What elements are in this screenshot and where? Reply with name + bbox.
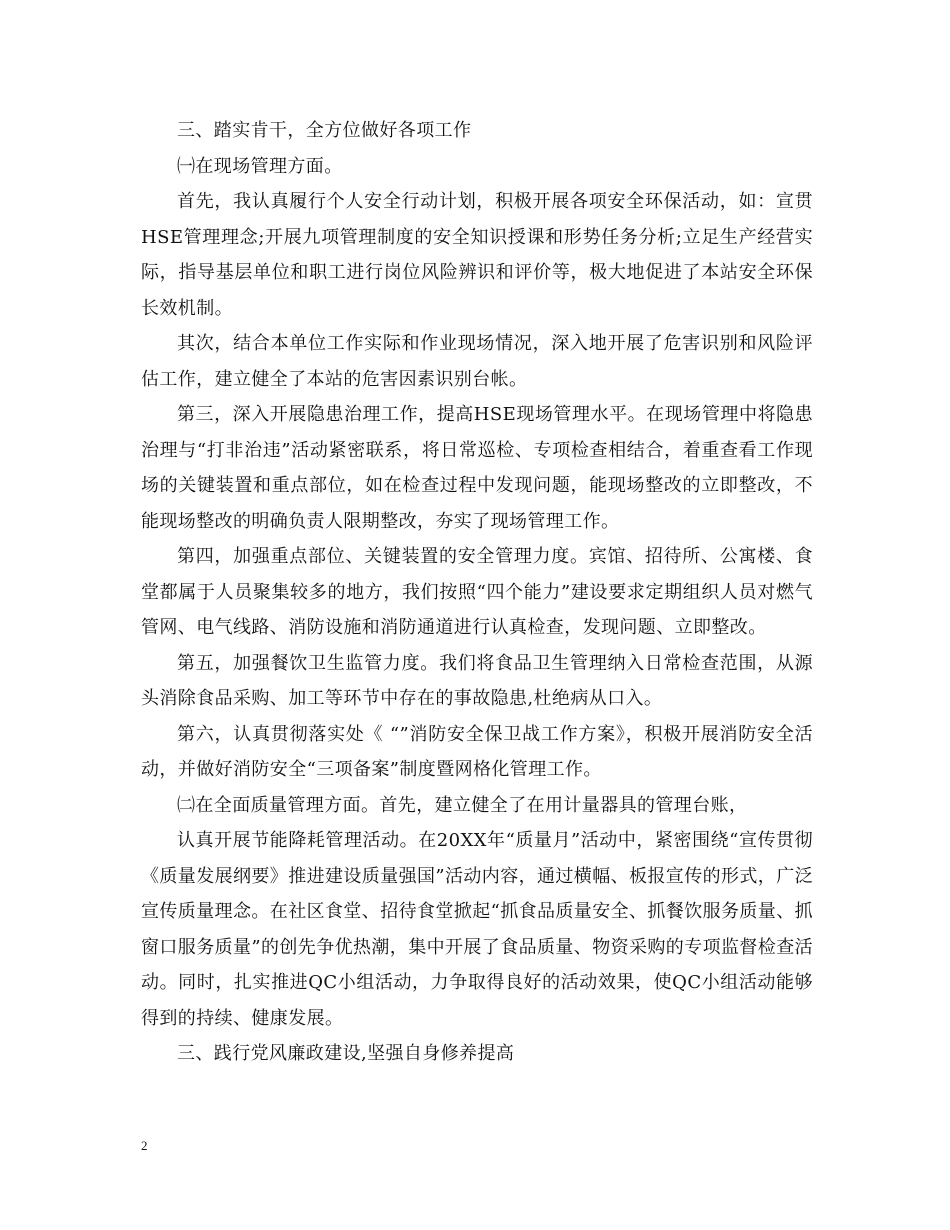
- subsection-heading-2: ㈡在全面质量管理方面。首先，建立健全了在用计量器具的管理台账，: [177, 794, 748, 816]
- paragraph-fifth: 第五，加强餐饮卫生监管力度。我们将食品卫生管理纳入日常检查范围，从源头消除食品采购、加工等环节中存在的事故隐患,杜绝病从口入。: [141, 652, 813, 709]
- paragraph-quality: 认真开展节能降耗管理活动。在20XX年“质量月”活动中，紧密围绕“宣传贯彻《质量发展纲要》推进建设质量强国”活动内容，通过横幅、板报宣传的形式，广泛宣传质量理念。在社区食堂、招待食堂掀起“抓食品质量安全、抓餐饮服务质量、抓窗口服务质量”的创先争优热潮，集中开展了食品质量、物资采购的专项监督检查活动。同时，扎实推进QC小组活动，力争取得良好的活动效果，使QC小组活动能够得到的持续、健康发展。: [141, 830, 813, 1029]
- paragraph-second: 其次，结合本单位工作实际和作业现场情况，深入地开展了危害识别和风险评估工作，建立健全了本站的危害因素识别台帐。: [141, 333, 813, 390]
- section-heading-3: 三、踏实肯干，全方位做好各项工作: [177, 120, 472, 141]
- paragraph-sixth: 第六，认真贯彻落实处《 “”消防安全保卫战工作方案》，积极开展消防安全活动，并做好消防安全“三项备案”制度暨网格化管理工作。: [141, 723, 813, 780]
- paragraph-third: 第三，深入开展隐患治理工作，提高HSE现场管理水平。在现场管理中将隐患治理与“打非治违”活动紧密联系，将日常巡检、专项检查相结合，着重查看工作现场的关键装置和重点部位，如在检查过程中发现问题，能现场整改的立即整改，不能现场整改的明确负责人限期整改，夯实了现场管理工作。: [141, 404, 813, 532]
- document-body: [141, 113, 813, 1072]
- subsection-heading-1: ㈠在现场管理方面。: [177, 155, 343, 177]
- page-number: 2: [141, 1138, 148, 1153]
- paragraph-fourth: 第四，加强重点部位、关键装置的安全管理力度。宾馆、招待所、公寓楼、食堂都属于人员聚集较多的地方，我们按照“四个能力”建设要求定期组织人员对燃气管网、电气线路、消防设施和消防通道进行认真检查，发现问题、立即整改。: [141, 546, 813, 638]
- section-heading-party: 三、践行党风廉政建设,坚强自身修养提高: [177, 1043, 515, 1064]
- paragraph-first: 首先，我认真履行个人安全行动计划，积极开展各项安全环保活动，如：宣贯HSE管理理念;开展九项管理制度的安全知识授课和形势任务分析;立足生产经营实际，指导基层单位和职工进行岗位风险辨识和评价等，极大地促进了本站安全环保长效机制。: [141, 191, 813, 319]
